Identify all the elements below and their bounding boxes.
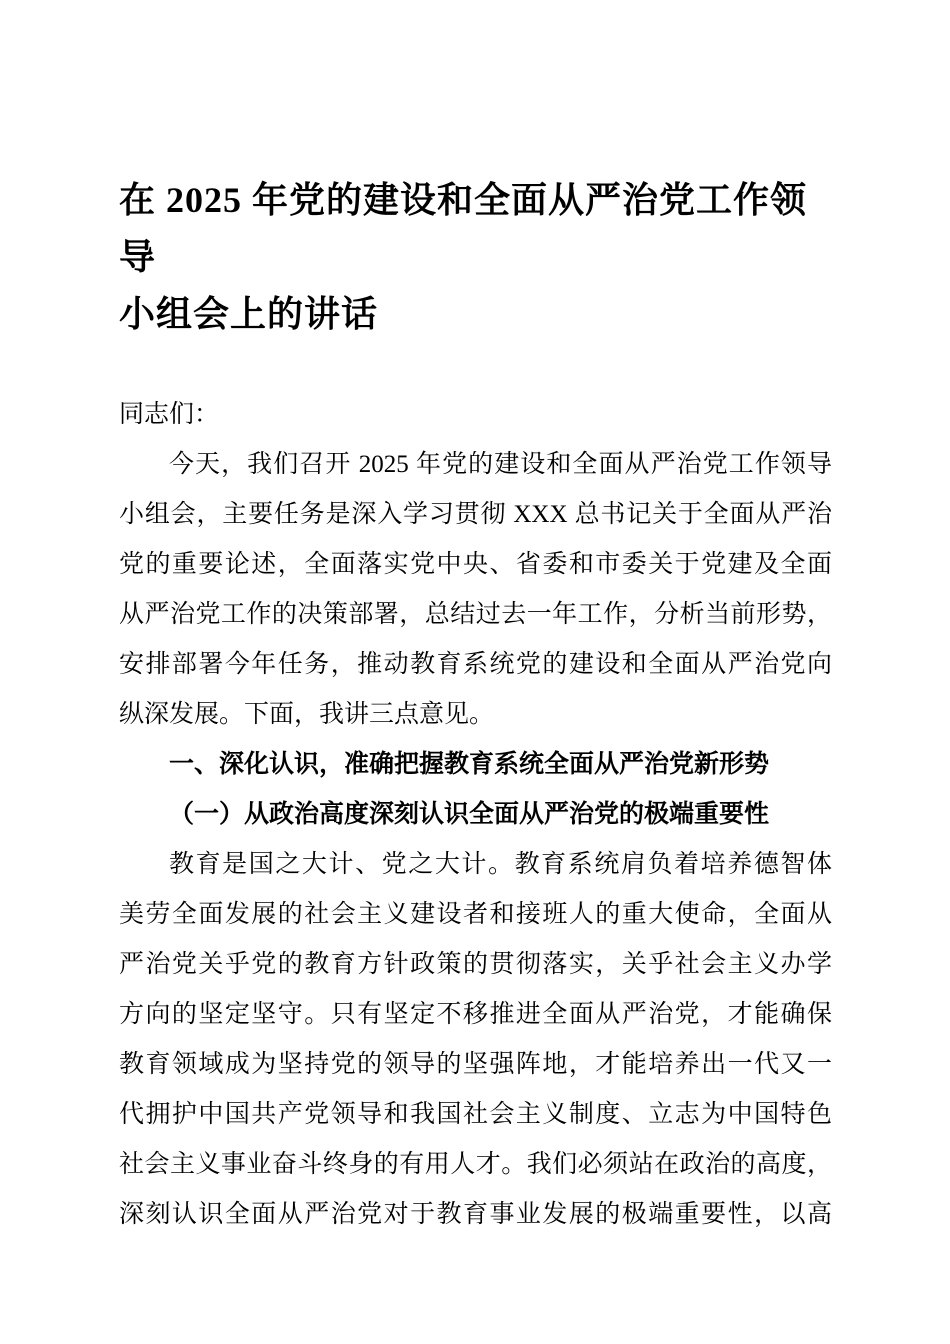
document-body [119,390,832,1240]
paragraph-line: 党的重要论述，全面落实党中央、省委和市委关于党建及全面 [119,551,832,578]
paragraph-line: 今天，我们召开 2025 年党的建设和全面从严治党工作领导 [169,451,832,478]
paragraph-line: 方向的坚定坚守。只有坚定不移推进全面从严治党，才能确保 [119,1001,832,1028]
paragraph-line: 教育领域成为坚持党的领导的坚强阵地，才能培养出一代又一 [119,1051,832,1078]
paragraph-line: 社会主义事业奋斗终身的有用人才。我们必须站在政治的高度， [119,1151,832,1178]
document-title [119,172,832,343]
paragraph-line: 纵深发展。下面，我讲三点意见。 [119,701,495,728]
paragraph-line: 美劳全面发展的社会主义建设者和接班人的重大使命，全面从 [119,901,832,928]
paragraph-line: 从严治党工作的决策部署，总结过去一年工作，分析当前形势， [119,601,832,628]
paragraph-line: 小组会，主要任务是深入学习贯彻 XXX 总书记关于全面从严治 [119,501,832,528]
title-line-1: 在 2025 年党的建设和全面从严治党工作领导 [119,180,808,277]
title-line-2: 小组会上的讲话 [119,294,379,334]
document-content [119,0,832,1240]
salutation: 同志们： [119,401,220,428]
paragraph-line: 深刻认识全面从严治党对于教育事业发展的极端重要性，以高 [119,1201,832,1228]
paragraph-line: 安排部署今年任务，推动教育系统党的建设和全面从严治党向 [119,651,832,678]
paragraph-line: 代拥护中国共产党领导和我国社会主义制度、立志为中国特色 [119,1101,832,1128]
subsection-heading: （一）从政治高度深刻认识全面从严治党的极端重要性 [169,801,770,828]
section-heading: 一、深化认识，准确把握教育系统全面从严治党新形势 [169,751,770,778]
paragraph-line: 严治党关乎党的教育方针政策的贯彻落实，关乎社会主义办学 [119,951,832,978]
paragraph-line: 教育是国之大计、党之大计。教育系统肩负着培养德智体 [169,851,832,878]
